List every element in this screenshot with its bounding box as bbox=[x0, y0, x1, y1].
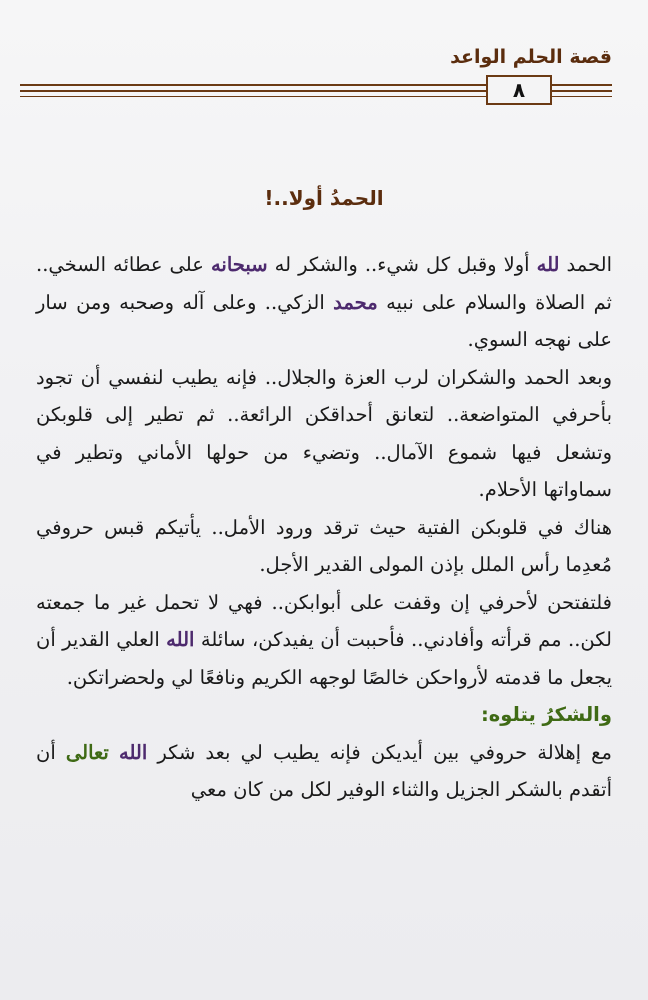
body-text bbox=[36, 246, 612, 809]
paragraph-3: هناك في قلوبكن الفتية حيث ترقد ورود الأمل.. يأتيكم قبس حروفي مُعدِما رأس الملل بإذن المولى القدير الأجل. bbox=[36, 515, 612, 576]
text-run: على عطائه السخي.. ثم الصلاة والسلام على نبيه bbox=[36, 253, 612, 314]
book-title: قصة الحلم الواعد bbox=[450, 46, 612, 68]
text-run: الزكي.. وعلى آله وصحبه ومن سار على نهجه السوي. bbox=[36, 290, 612, 351]
text-run: فلتفتحن لأحرفي إن وقفت على أبوابكن.. فهي لا تحمل غير ما جمعته لكن.. مم قرأته وأفادني.. فأحببت أن يفيدكن، سائلة bbox=[36, 590, 612, 651]
paragraph-1 bbox=[36, 246, 612, 359]
text-run: مع إهلالة حروفي بين أيديكن فإنه يطيب لي بعد شكر bbox=[147, 740, 612, 764]
paragraph-5 bbox=[36, 734, 612, 809]
subhanahu-word: سبحانه bbox=[210, 253, 268, 276]
paragraph-2: وبعد الحمد والشكران لرب العزة والجلال.. فإنه يطيب لنفسي أن تجود بأحرفي المتواضعة.. لتعانق أحداقكن الرائعة.. ثم تطير إلى قلوبكن وتشعل فيها شموع الآمال.. وتضيء من حولها الأماني وتطير في سماواتها الأحلام. bbox=[36, 365, 612, 501]
text-run: الحمد bbox=[559, 253, 612, 276]
divine-name: الله bbox=[166, 628, 195, 651]
divine-name: لله bbox=[536, 253, 560, 276]
header-rule bbox=[20, 76, 612, 106]
section-heading: الحمدُ أولا..! bbox=[264, 186, 384, 210]
prophet-name: محمد bbox=[333, 290, 378, 314]
subheading-thanks: والشكرُ يتلوه: bbox=[480, 703, 612, 726]
text-run: أن أتقدم بالشكر الجزيل والثناء الوفير لكل من كان معي bbox=[36, 740, 612, 801]
divine-name: الله bbox=[119, 740, 148, 764]
taala-word: تعالى bbox=[65, 740, 109, 764]
text-run: أولا وقبل كل شيء.. والشكر له bbox=[267, 253, 537, 276]
text-run: العلي القدير أن يجعل ما قدمته لأرواحكن خالصًا لوجهه الكريم ونافعًا لي ولحضراتكن. bbox=[36, 628, 612, 689]
paragraph-4 bbox=[36, 584, 612, 697]
page-number: ٨ bbox=[486, 75, 552, 105]
